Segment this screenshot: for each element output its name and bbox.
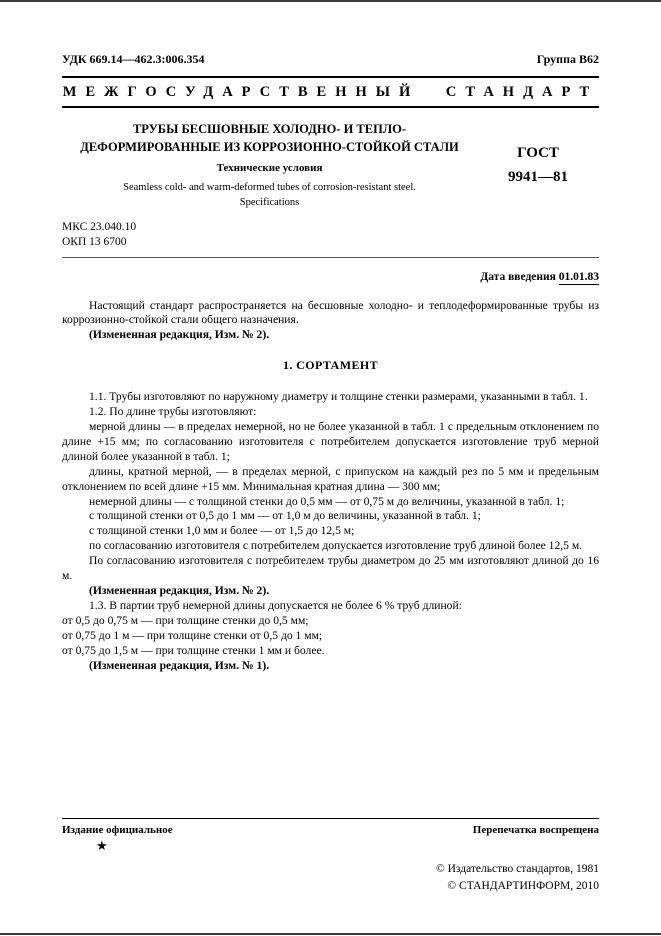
para-scope: Настоящий стандарт распространяется на бесшовные холодно- и теплодеформированные трубы из коррозионно-стойкой стали общего назначения. — [62, 298, 599, 327]
document-title-line-1: ТРУБЫ БЕСШОВНЫЕ ХОЛОДНО- И ТЕПЛО- — [132, 122, 407, 136]
classification-codes — [62, 220, 599, 250]
header-codes-row — [62, 52, 599, 67]
clause-1-2-item-diameter-25: По согласованию изготовителя с потребителем трубы диаметром до 25 мм изготовляют длиной до 16 м. — [62, 554, 599, 583]
document-subtitle: Технические условия — [216, 162, 323, 175]
page-edge-bottom — [0, 933, 661, 935]
document-title-line-2: ДЕФОРМИРОВАННЫЕ ИЗ КОРРОЗИОННО-СТОЙКОЙ СТАЛИ — [80, 140, 459, 155]
mks-code: МКС 23.040.10 — [62, 220, 137, 233]
page-edge-top — [0, 0, 661, 2]
clause-1-2-item-multiple: длины, кратной мерной, — в пределах мерной, с припуском на каждый рез по 5 мм и предельным отклонением по всей длине +15 мм. Минимальная кратная длина — 300 мм; — [62, 464, 599, 493]
gost-number: 9941—81 — [508, 169, 568, 186]
footer-row — [62, 824, 599, 836]
reprint-prohibited-label: Перепечатка воспрещена — [472, 824, 599, 836]
document-title-english: Seamless cold- and warm-deformed tubes of corrosion-resistant steel. — [123, 182, 416, 194]
udk-code: УДК 669.14—462.3:006.354 — [62, 52, 205, 66]
amendment-note-1: (Измененная редакция, Изм. № 2). — [89, 328, 270, 342]
clause-1-3-item-3: от 0,75 до 1,5 м — при толщине стенки 1 мм и более. — [62, 644, 325, 658]
clause-1-3-item-1: от 0,5 до 0,75 м — при толщине стенки до 0,5 мм; — [62, 614, 309, 628]
clause-1-3-item-2: от 0,75 до 1 м — при толщине стенки от 0,5 до 1 мм; — [62, 629, 323, 643]
header-rule-bottom — [62, 106, 599, 108]
amendment-note-3: (Измененная редакция, Изм. № 1). — [89, 658, 270, 672]
clause-1-2-item-measured: мерной длины — в пределах немерной, но не более указанной в табл. 1 с предельным отклонением по длине +15 мм; по согласованию изготовителя с потребителем допускается изготовление труб мерной длиной более указанной в табл. 1; — [62, 419, 599, 463]
gost-designation — [477, 141, 599, 189]
clause-1-2-item-unmeasured: немерной длины — с толщиной стенки до 0,5 мм — от 0,75 м до величины, указанной в табл. 1; — [89, 494, 565, 508]
copyright-block — [62, 861, 599, 896]
amendment-note-2: (Измененная редакция, Изм. № 2). — [89, 584, 270, 598]
introduction-date-line — [62, 271, 599, 283]
star-icon: ★ — [96, 838, 108, 853]
document-body — [62, 299, 599, 674]
group-code: Группа В62 — [536, 52, 599, 66]
clause-1-2-item-wall-10: с толщиной стенки 1,0 мм и более — от 1,5 до 12,5 м; — [89, 524, 355, 538]
clause-1-2: 1.2. По длине трубы изготовляют: — [89, 404, 257, 418]
standard-type-title: МЕЖГОСУДАРСТВЕННЫЙ СТАНДАРТ — [62, 84, 599, 100]
date-label: Дата введения — [480, 270, 556, 283]
document-header — [62, 52, 599, 108]
document-footer — [62, 818, 599, 896]
gost-label: ГОСТ — [517, 145, 559, 162]
copyright-line-2: © СТАНДАРТИНФОРМ, 2010 — [447, 880, 599, 893]
copyright-line-1: © Издательство стандартов, 1981 — [435, 863, 599, 875]
clause-1-3: 1.3. В партии труб немерной длины допускается не более 6 % труб длиной: — [89, 599, 462, 613]
clause-1-2-item-wall-05-1: с толщиной стенки от 0,5 до 1 мм — от 1,0 м до величины, указанной в табл. 1; — [89, 509, 481, 523]
document-subtitle-english: Specifications — [239, 196, 300, 208]
date-value: 01.01.83 — [558, 270, 599, 283]
clause-1-1: 1.1. Трубы изготовляют по наружному диаметру и толщине стенки размерами, указанными в табл. 1. — [89, 389, 588, 403]
codes-divider-rule — [62, 257, 599, 258]
title-left-column — [62, 120, 477, 211]
title-block — [62, 120, 599, 211]
okp-code: ОКП 13 6700 — [62, 235, 127, 248]
official-edition-label: Издание официальное — [62, 824, 173, 836]
clause-1-2-item-agreement: по согласованию изготовителя с потребителем допускается изготовление труб длиной более 12,5 м. — [89, 539, 583, 553]
section-heading-sortament: 1. СОРТАМЕНТ — [282, 358, 379, 373]
